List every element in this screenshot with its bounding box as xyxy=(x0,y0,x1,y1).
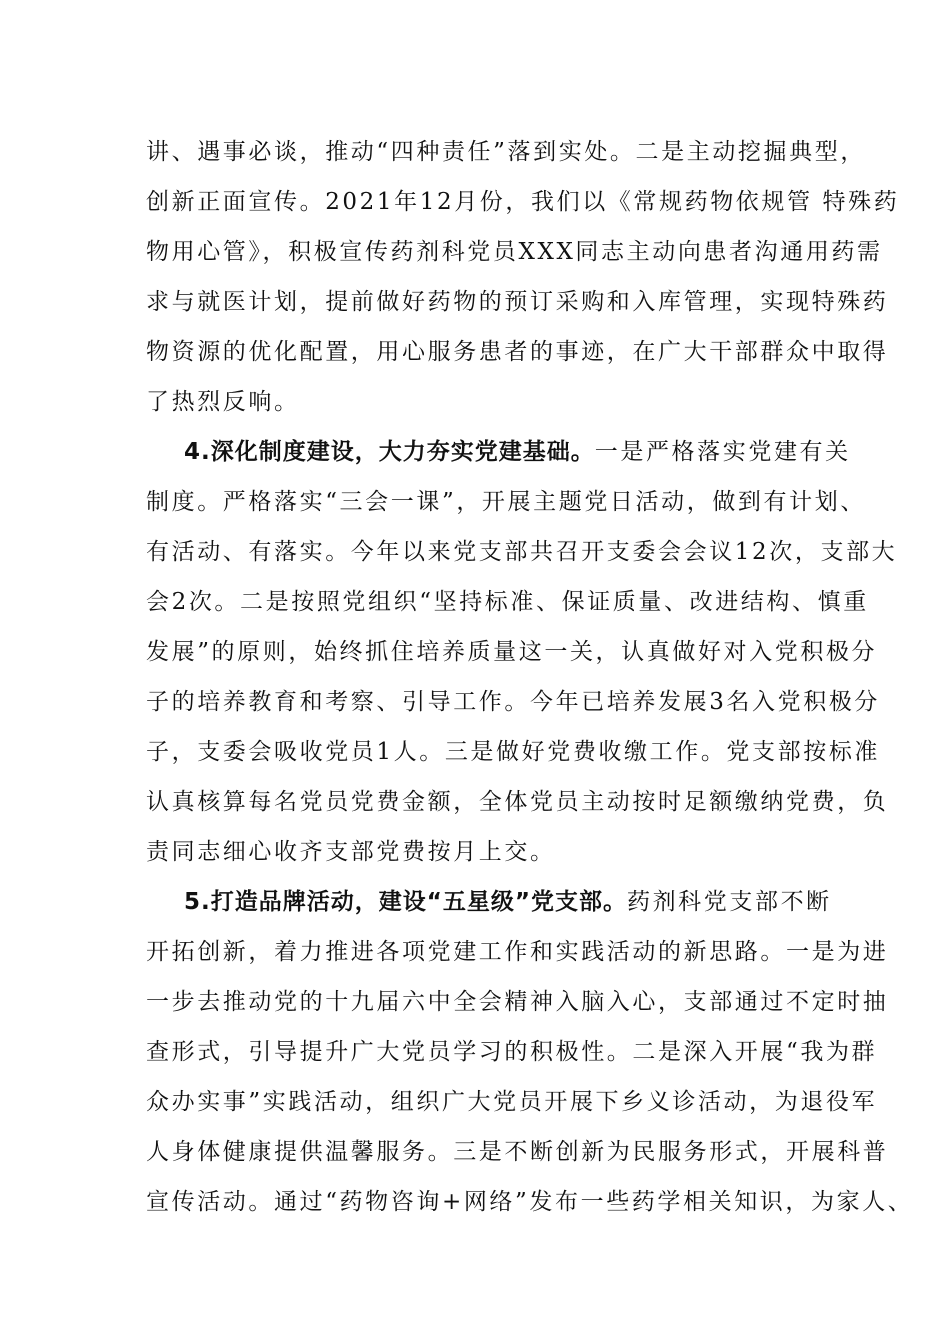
text-line: 物用心管》，积极宣传药剂科党员XXX同志主动向患者沟通用药需 xyxy=(146,239,883,265)
text-line: 人身体健康提供温馨服务。三是不断创新为民服务形式，开展科普 xyxy=(146,1139,889,1165)
section-heading: 4.深化制度建设，大力夯实党建基础。 xyxy=(184,439,595,465)
text-line: 了热烈反响。 xyxy=(146,389,300,415)
text-line: 物资源的优化配置，用心服务患者的事迹，在广大干部群众中取得 xyxy=(146,339,889,365)
text-line: 子，支委会吸收党员1人。三是做好党费收缴工作。党支部按标准 xyxy=(146,739,881,765)
text-line: 一步去推动党的十九届六中全会精神入脑入心，支部通过不定时抽 xyxy=(146,989,889,1015)
text-line: 认真核算每名党员党费金额，全体党员主动按时足额缴纳党费，负 xyxy=(146,789,889,815)
text-line: 宣传活动。通过“药物咨询+网络”发布一些药学相关知识，为家人、 xyxy=(146,1189,914,1215)
paragraph-first-line xyxy=(184,437,851,467)
text-line: 发展”的原则，始终抓住培养质量这一关，认真做好对入党积极分 xyxy=(146,639,878,665)
text-line: 责同志细心收齐支部党费按月上交。 xyxy=(146,839,556,865)
text-line: 查形式，引导提升广大党员学习的积极性。二是深入开展“我为群 xyxy=(146,1039,878,1065)
text-span: 一是严格落实党建有关 xyxy=(594,439,851,465)
text-line: 求与就医计划，提前做好药物的预订采购和入库管理，实现特殊药 xyxy=(146,289,889,315)
text-line: 创新正面宣传。2021年12月份，我们以《常规药物依规管 特殊药 xyxy=(146,189,900,215)
text-line: 开拓创新，着力推进各项党建工作和实践活动的新思路。一是为进 xyxy=(146,939,889,965)
text-line: 会2次。二是按照党组织“坚持标准、保证质量、改进结构、慎重 xyxy=(146,589,869,615)
paragraph-first-line xyxy=(184,887,832,917)
text-line: 众办实事”实践活动，组织广大党员开展下乡义诊活动，为退役军 xyxy=(146,1089,878,1115)
text-line: 制度。严格落实“三会一课”，开展主题党日活动，做到有计划、 xyxy=(146,489,866,515)
text-line: 子的培养教育和考察、引导工作。今年已培养发展3名入党积极分 xyxy=(146,689,881,715)
text-line: 讲、遇事必谈，推动“四种责任”落到实处。二是主动挖掘典型， xyxy=(146,139,866,165)
section-heading: 5.打造品牌活动，建设“五星级”党支部。 xyxy=(184,889,627,915)
text-span: 药剂科党支部不断 xyxy=(626,889,832,915)
text-line: 有活动、有落实。今年以来党支部共召开支委会会议12次，支部大 xyxy=(146,539,898,565)
